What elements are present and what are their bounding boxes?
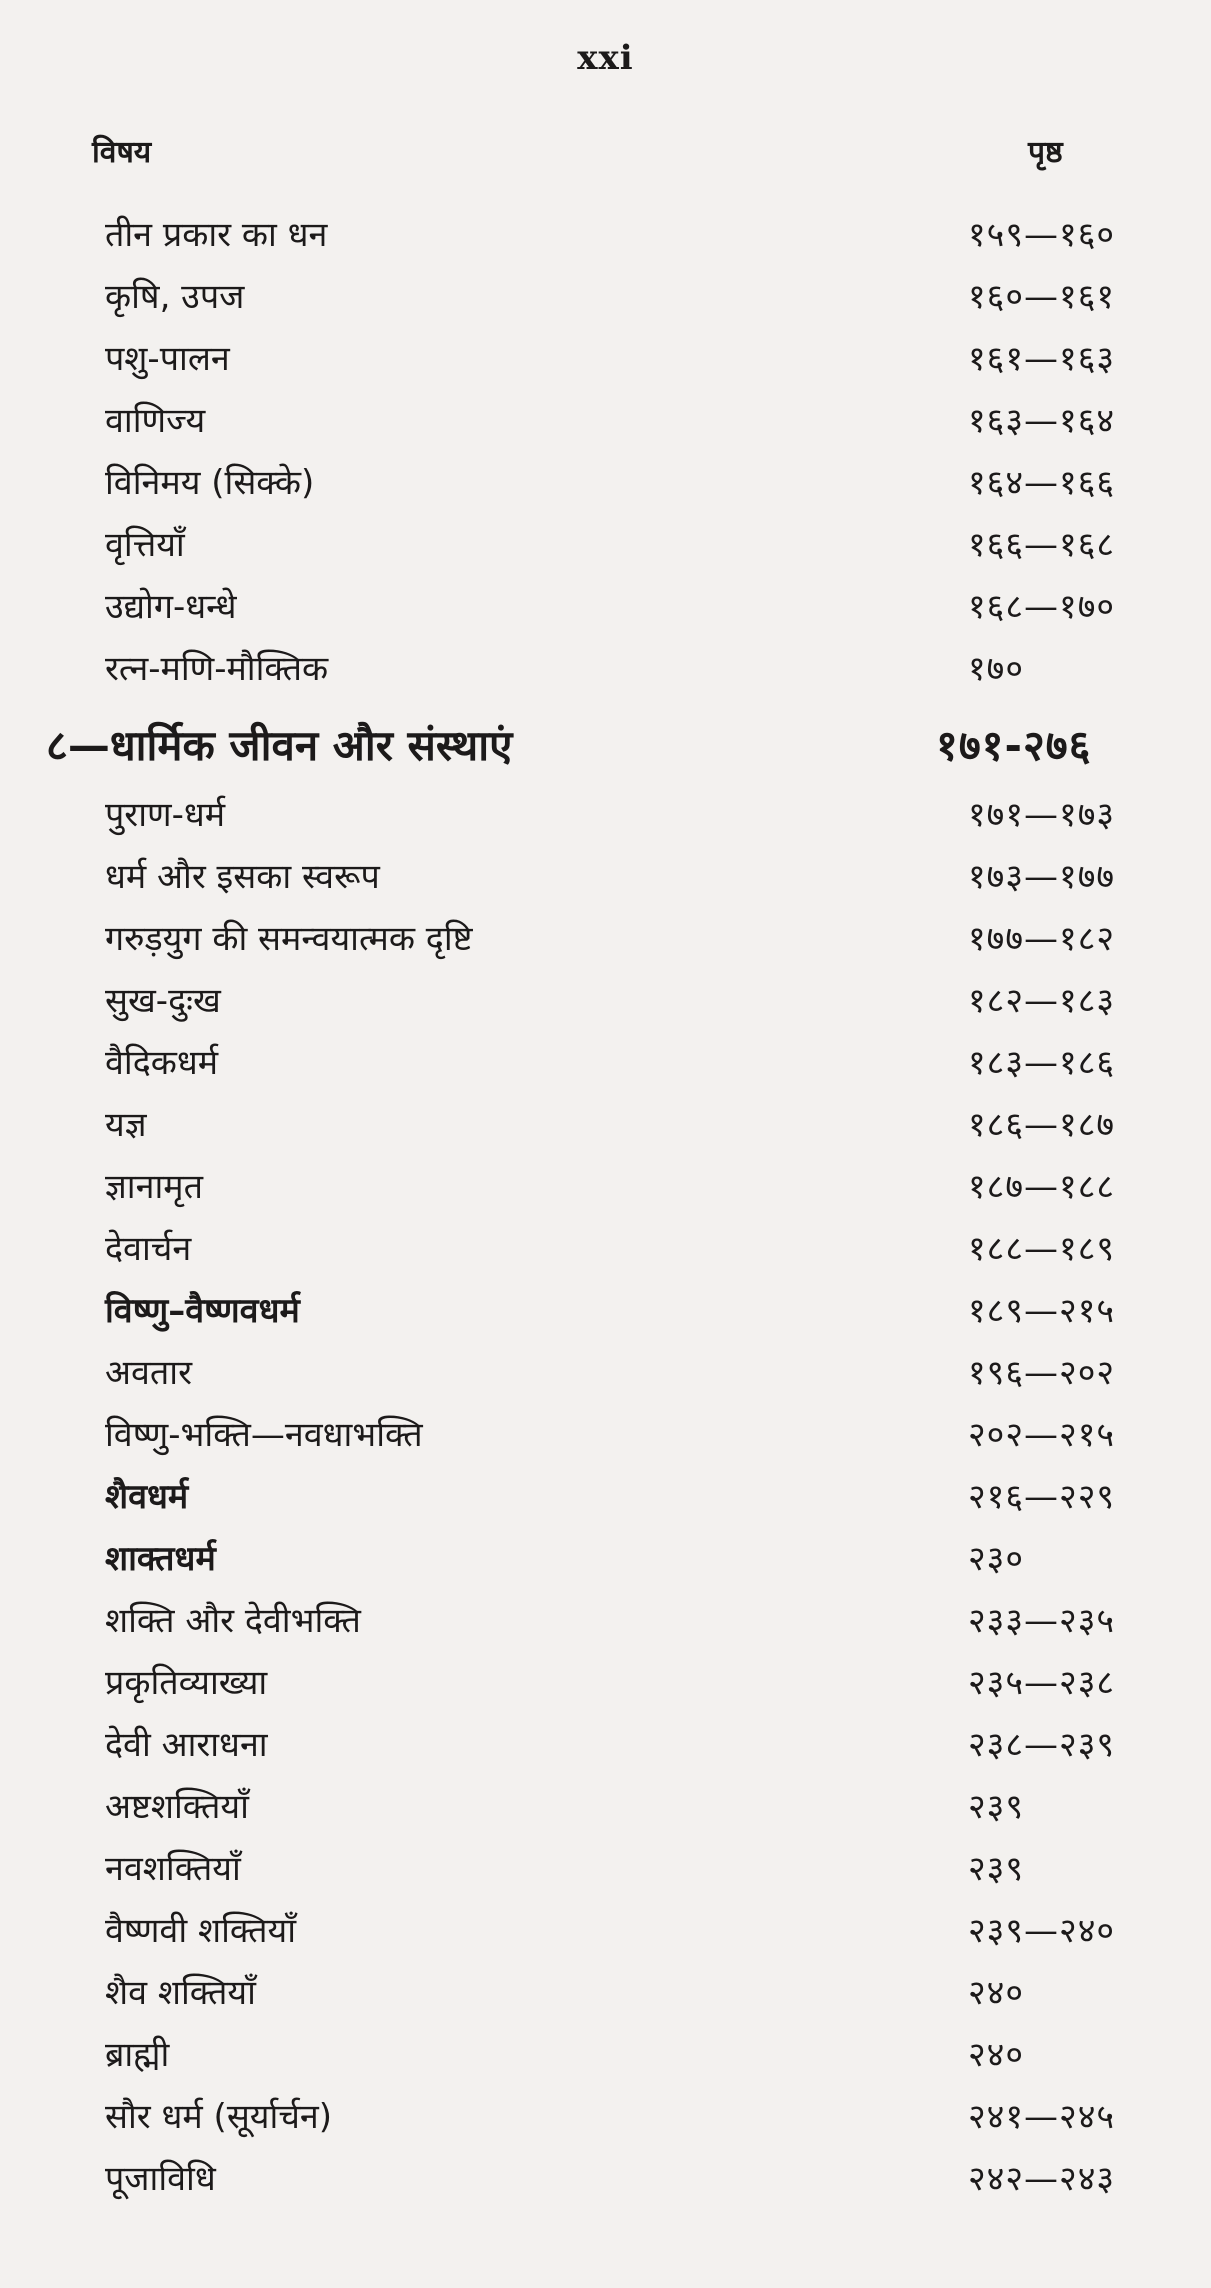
toc-entry <box>0 644 1211 706</box>
entry-pages: १६१—१६३ <box>968 339 1116 379</box>
toc-entry <box>0 272 1211 334</box>
entry-pages: १८३—१८६ <box>968 1043 1116 1083</box>
entry-pages: २३३—२३५ <box>968 1601 1116 1641</box>
entry-title: सुख-दुःख <box>105 981 221 1021</box>
entry-title: वैदिकधर्म <box>105 1043 219 1083</box>
toc-entry <box>0 210 1211 272</box>
entry-title: कृषि, उपज <box>105 277 245 317</box>
entry-title: शक्ति और देवीभक्ति <box>105 1601 361 1641</box>
entry-pages: १६६—१६८ <box>968 525 1116 565</box>
entry-title: उद्योग-धन्धे <box>105 587 237 627</box>
toc-entry <box>0 1038 1211 1100</box>
entry-title: नवशक्तियाँ <box>105 1849 241 1889</box>
entry-pages: १६३—१६४ <box>968 401 1116 441</box>
toc-entry <box>0 1348 1211 1410</box>
entry-title: शाक्तधर्म <box>105 1539 216 1579</box>
entry-title: पुराण-धर्म <box>105 795 226 835</box>
entry-title: देवी आराधना <box>105 1725 268 1765</box>
chapter-title: ८—धार्मिक जीवन और संस्थाएं <box>46 721 513 770</box>
toc-entry <box>0 1782 1211 1844</box>
entry-pages: २०२—२१५ <box>968 1415 1116 1455</box>
entry-pages: १८८—१८९ <box>968 1229 1116 1269</box>
entry-pages: १६०—१६१ <box>968 277 1116 317</box>
toc-entry <box>0 396 1211 458</box>
toc-entry <box>0 1472 1211 1534</box>
toc-entry <box>0 2154 1211 2216</box>
toc-entry <box>0 1658 1211 1720</box>
toc-entry <box>0 1410 1211 1472</box>
page-number: xxi <box>577 38 634 78</box>
entry-pages: २१६—२२९ <box>968 1477 1116 1517</box>
entry-title: अवतार <box>105 1353 192 1393</box>
toc-entry <box>0 1534 1211 1596</box>
entry-pages: २४१—२४५ <box>968 2097 1116 2137</box>
entry-title: सौर धर्म (सूर्यार्चन) <box>105 2097 333 2137</box>
header-page: पृष्ठ <box>1028 135 1063 170</box>
toc-entry <box>0 1596 1211 1658</box>
entry-title: ब्राह्मी <box>105 2035 170 2075</box>
entry-pages: १७१—१७३ <box>968 795 1116 835</box>
entry-pages: २३९—२४० <box>968 1911 1116 1951</box>
entry-title: गरुड़युग की समन्वयात्मक दृष्टि <box>105 919 473 959</box>
toc-entry <box>0 582 1211 644</box>
toc-entry <box>0 458 1211 520</box>
entry-title: यज्ञ <box>105 1105 147 1145</box>
entry-pages: २३९ <box>968 1787 1025 1827</box>
entry-title: विनिमय (सिक्के) <box>105 463 315 503</box>
toc-entry <box>0 1906 1211 1968</box>
toc-entry <box>0 520 1211 582</box>
entry-title: पूजाविधि <box>105 2159 216 2199</box>
toc-entry <box>0 976 1211 1038</box>
toc-entry <box>0 1844 1211 1906</box>
entry-pages: १७७—१८२ <box>968 919 1116 959</box>
entry-pages: १५९—१६० <box>968 215 1116 255</box>
entry-title: वृत्तियाँ <box>105 525 185 565</box>
toc-entry <box>0 2092 1211 2154</box>
entry-pages: १७० <box>968 649 1025 689</box>
entry-pages: १६४—१६६ <box>968 463 1116 503</box>
entry-pages: १८७—१८८ <box>968 1167 1116 1207</box>
entry-title: रत्न-मणि-मौक्तिक <box>105 649 329 689</box>
toc-entry <box>0 852 1211 914</box>
entry-title: वाणिज्य <box>105 401 206 441</box>
entry-pages: १८९—२१५ <box>968 1291 1116 1331</box>
entry-pages: २४० <box>968 1973 1025 2013</box>
entry-title: तीन प्रकार का धन <box>105 215 328 255</box>
toc-entry <box>0 1162 1211 1224</box>
toc-entry <box>0 1286 1211 1348</box>
toc-entry <box>0 334 1211 396</box>
entry-title: धर्म और इसका स्वरूप <box>105 857 380 897</box>
entry-pages: २४० <box>968 2035 1025 2075</box>
entry-pages: २४२—२४३ <box>968 2159 1116 2199</box>
entry-title: अष्टशक्तियाँ <box>105 1787 249 1827</box>
toc-entry <box>0 1100 1211 1162</box>
entry-pages: १९६—२०२ <box>968 1353 1116 1393</box>
entry-title: विष्णु–वैष्णवधर्म <box>105 1291 300 1331</box>
entry-title: शैव शक्तियाँ <box>105 1973 256 2013</box>
entry-pages: २३८—२३९ <box>968 1725 1116 1765</box>
entry-title: प्रकृतिव्याख्या <box>105 1663 268 1703</box>
entry-pages: १७३—१७७ <box>968 857 1116 897</box>
toc-entry <box>0 2030 1211 2092</box>
entry-pages: २३९ <box>968 1849 1025 1889</box>
entry-title: देवार्चन <box>105 1229 192 1269</box>
entry-title: विष्णु-भक्ति—नवधाभक्ति <box>105 1415 423 1455</box>
toc-entry <box>0 1224 1211 1286</box>
entry-title: शैवधर्म <box>105 1477 189 1517</box>
entry-pages: २३५—२३८ <box>968 1663 1116 1703</box>
entry-pages: १८६—१८७ <box>968 1105 1116 1145</box>
entry-title: ज्ञानामृत <box>105 1167 203 1207</box>
entry-title: पशु-पालन <box>105 339 230 379</box>
entry-title: वैष्णवी शक्तियाँ <box>105 1911 297 1951</box>
entry-pages: २३० <box>968 1539 1025 1579</box>
entry-pages: १६८—१७० <box>968 587 1116 627</box>
header-subject: विषय <box>92 135 152 170</box>
entry-pages: १८२—१८३ <box>968 981 1116 1021</box>
toc-entry <box>0 790 1211 852</box>
toc-entry <box>0 914 1211 976</box>
toc-entry <box>0 1720 1211 1782</box>
chapter-pages: १७१-२७६ <box>936 721 1092 770</box>
toc-chapter-heading <box>0 716 1211 778</box>
toc-entry <box>0 1968 1211 2030</box>
